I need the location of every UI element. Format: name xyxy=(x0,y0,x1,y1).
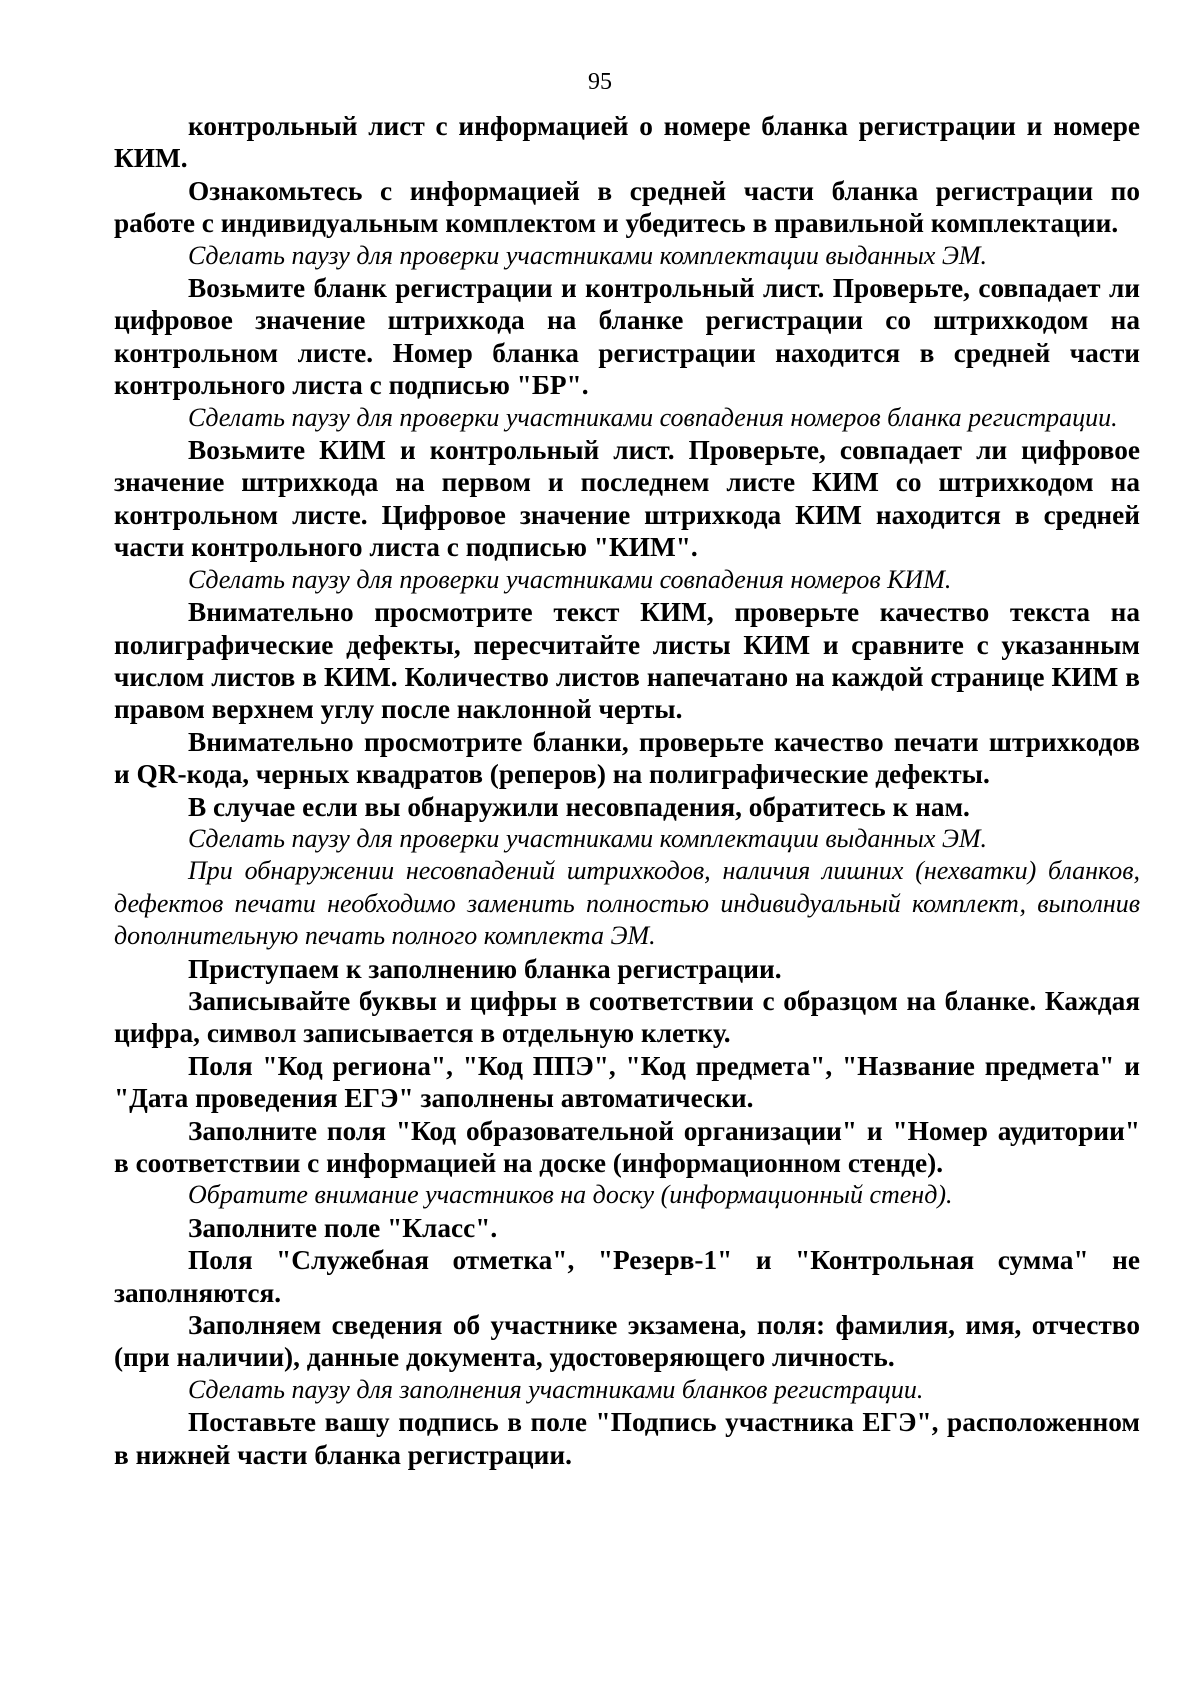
paragraph-instruction: Поля "Код региона", "Код ППЭ", "Код предмета", "Название предмета" и "Дата проведения ЕГЭ" заполнены автоматически. xyxy=(114,1050,1140,1114)
paragraph-instruction: Внимательно просмотрите текст КИМ, проверьте качество текста на полиграфические дефекты, пересчитайте листы КИМ и сравните с указанным числом листов в КИМ. Количество листов напечатано на каждой странице КИМ в правом верхнем углу после наклонной черты. xyxy=(114,597,1140,725)
page-body xyxy=(114,110,1140,1471)
paragraph-instruction: Ознакомьтесь с информацией в средней части бланка регистрации по работе с индивидуальным комплектом и убедитесь в правильной комплектации. xyxy=(114,175,1140,239)
paragraph-note: При обнаружении несовпадений штрихкодов, наличия лишних (нехватки) бланков, дефектов печати необходимо заменить полностью индивидуальный комплект, выполнив дополнительную печать полного комплекта ЭМ. xyxy=(114,856,1140,951)
paragraph-instruction: Записывайте буквы и цифры в соответствии с образцом на бланке. Каждая цифра, символ записывается в отдельную клетку. xyxy=(114,985,1140,1049)
paragraph-instruction: Возьмите КИМ и контрольный лист. Проверьте, совпадает ли цифровое значение штрихкода на первом и последнем листе КИМ со штрихкодом на контрольном листе. Цифровое значение штрихкода КИМ находится в средней части контрольного листа с подписью "КИМ". xyxy=(114,435,1140,563)
paragraph-note: Обратите внимание участников на доску (информационный стенд). xyxy=(188,1180,953,1210)
paragraph-note: Сделать паузу для проверки участниками комплектации выданных ЭМ. xyxy=(188,823,988,853)
paragraph-instruction: Поставьте вашу подпись в поле "Подпись участника ЕГЭ", расположенном в нижней части бланка регистрации. xyxy=(114,1407,1140,1470)
paragraph-instruction: В случае если вы обнаружили несовпадения, обратитесь к нам. xyxy=(188,791,970,822)
paragraph-instruction: Приступаем к заполнению бланка регистрации. xyxy=(188,953,782,984)
paragraph-instruction: Заполните поля "Код образовательной организации" и "Номер аудитории" в соответствии с информацией на доске (информационном стенде). xyxy=(114,1115,1140,1178)
paragraph-note: Сделать паузу для заполнения участниками бланков регистрации. xyxy=(188,1374,924,1404)
paragraph-note: Сделать паузу для проверки участниками комплектации выданных ЭМ. xyxy=(188,240,988,270)
paragraph-note: Сделать паузу для проверки участниками совпадения номеров КИМ. xyxy=(188,564,952,594)
paragraph-instruction: Возьмите бланк регистрации и контрольный лист. Проверьте, совпадает ли цифровое значение штрихкода на бланке регистрации со штрихкодом на контрольном листе. Номер бланка регистрации находится в средней части контрольного листа с подписью "БР". xyxy=(114,273,1140,401)
paragraph-instruction: Заполните поле "Класс". xyxy=(188,1212,498,1243)
paragraph-instruction: Заполняем сведения об участнике экзамена, поля: фамилия, имя, отчество (при наличии), данные документа, удостоверяющего личность. xyxy=(114,1310,1140,1373)
paragraph-instruction: Внимательно просмотрите бланки, проверьте качество печати штрихкодов и QR-кода, черных квадратов (реперов) на полиграфические дефекты. xyxy=(114,726,1140,790)
paragraph-note: Сделать паузу для проверки участниками совпадения номеров бланка регистрации. xyxy=(188,402,1118,432)
paragraph-instruction: Поля "Служебная отметка", "Резерв-1" и "Контрольная сумма" не заполняются. xyxy=(114,1245,1140,1308)
page-number: 95 xyxy=(588,69,612,95)
paragraph-instruction: контрольный лист с информацией о номере бланка регистрации и номере КИМ. xyxy=(114,111,1140,174)
